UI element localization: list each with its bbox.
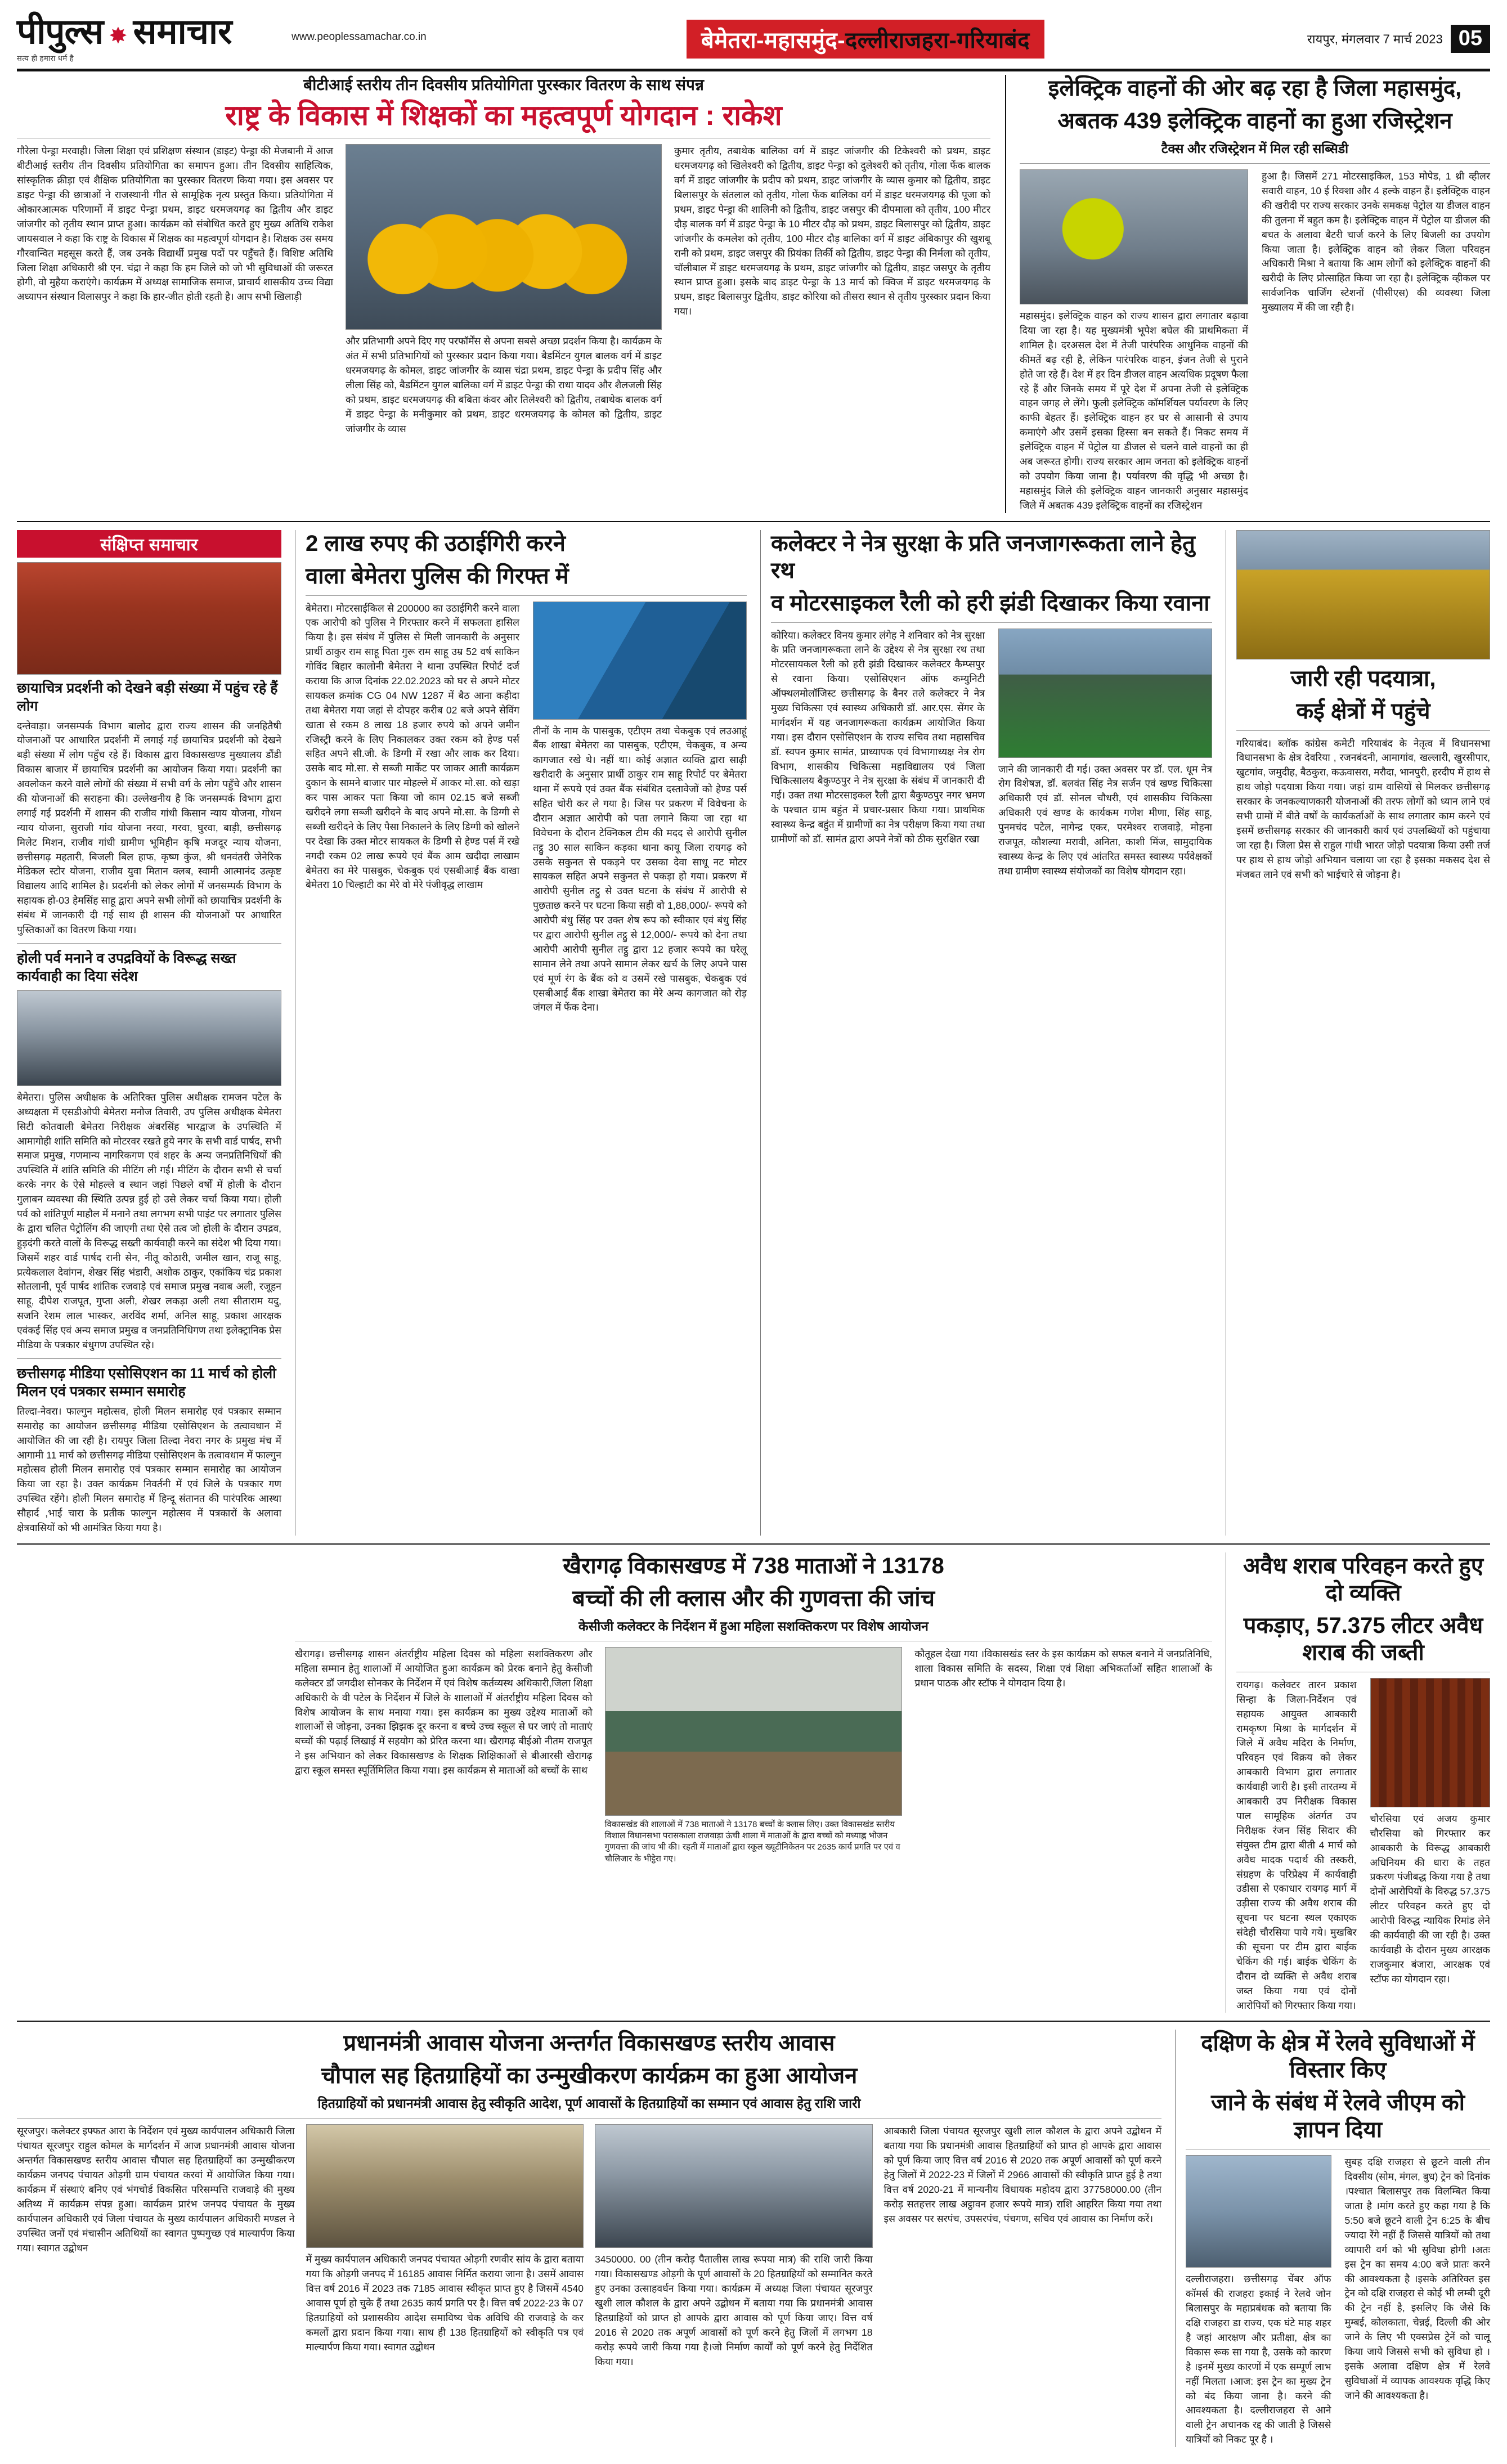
eye-headline-line-2: व मोटरसाइकल रैली को हरी झंडी दिखाकर किया रवाना — [771, 590, 1210, 616]
edition-bar — [427, 20, 1304, 59]
awas-col-3: 3450000. 00 (तीन करोड़ पैतालीस लाख रूपया मात्र) की राशि जारी किया गया। विकासखण्ड ओड़गी के पूर्ण आवासों के 20 हितग्राहियों को सम्मानित करते हुए उनका उत्साहवर्धन किया गया। कार्यक्रम में अध्यक्ष जिला पंचायत सूरजपुर खुशी लाल कौशल के द्वारा अपने उद्बोधन में बताया गया कि प्रधानमंत्री आवास हितग्राहियों को प्राप्त हो आपके द्वारा आवास को पूर्ण किया जाए। वित्त वर्ष 2016 से 2020 तक अपूर्ण आवासों को पूर्ण करने हेतु जिलों में लगभग 18 करोड़ रूपये जारी किया गया है।जो निर्माण कार्यों को पूर्ण करने हेतु निर्देशित किया गया। — [595, 2254, 873, 2367]
logo-hindi-text: पीपुल्स — [17, 12, 104, 51]
awas-photo-1 — [306, 2124, 584, 2248]
lead-columns — [17, 144, 990, 436]
awas-subhead: हितग्राहियों को प्रधानमंत्री आवास हेतु स्वीकृति आदेश, पूर्ण आवासों के हितग्राहियों का सम्मान एवं आवास हेतु राशि जारी — [317, 2096, 861, 2111]
brief-news-photo — [17, 562, 281, 675]
awas-col-2: में मुख्य कार्यपालन अधिकारी जनपद पंचायत ओड़गी रणवीर सांय के द्वारा बताया गया कि ओड़गी जनपद में 16185 आवास निर्मित कराया जाना है। उसमें आवास वित्त वर्ष 2016 में 2023 तक 7185 आवास स्वीकृत प्राप्त हुए है जिसमें 4540 आवास पूर्ण हो चुके हैं तथा 2635 कार्य प्रगति पर है। वित्त वर्ष 2022-23 के 07 हितग्राहियों को प्रशासकीय आदेश समाविष्य चेक अविधि की राजवाड़े के कर कमलों द्वारा प्रदान किया गया। साथ ही 138 हितग्राहियों को स्वीकृति पत्र एवं माल्यार्पण किया गया। स्वागत उद्बोधन — [306, 2254, 584, 2353]
middle-band — [17, 530, 1490, 1536]
newspaper-logo — [17, 12, 281, 63]
awas-col-4: आबकारी जिला पंचायत सूरजपुर खुशी लाल कौशल के द्वारा अपने उद्बोधन में बताया गया कि प्रधानमंत्री आवास हितग्राहियों को प्राप्त हो आपके द्वारा आवास को पूर्ण किया जाए वित्त वर्ष 2016 से 2020 तक अपूर्ण आवासों को पूर्ण करने हेतु जिलों में 2022-23 में जिलों में 2966 आवासों की स्वीकृति प्राप्त हुई है तथा वित्त वर्ष 2020-21 में मान्यनीय विधायक महोदय द्वारा 37758000.00 (तीन करोड़ सतहत्तर लाख अट्ठावन हजार रूपये मात्र) राशि आहरित किया गया तथा इस अवसर पर सरपंच, उपसरपंच, पंचगण, सचिव एवं आवास का निर्माण करें। — [883, 2125, 1161, 2224]
khairagarh-headline-line-2: बच्चों की ली क्लास और की गुणवत्ता की जांच — [572, 1586, 935, 1611]
khairagarh-col-1: खैरागढ़। छत्तीसगढ़ शासन अंतर्राष्ट्रीय महिला दिवस को महिला सशक्तिकरण और महिला सम्मान हेतु शालाओं में आयोजित हुआ कार्यक्रम को प्रेरक बनाने हेतु केसीजी कलेक्टर डॉ जगदीश सोनकर के निर्देशन में एवं विशेष कर्तव्यस्थ अधिकारी,जिला शिक्षा अधिकारी के वी पटेल के निर्देशन में जिले के शालाओं में अंतर्राष्ट्रीय महिला दिवस को विशेष आयोजन के साथ मनाया गया। इस कार्यक्रम का मुख्य उद्देश्य माताओं को शालाओं से जोड़ना, उनका झिझक दूर करना व बच्चे उच्च स्कूल से घर जाएं तो माताएं बच्चों की पढ़ाई लिखाई में सहयोग को प्रेरित करना था। खैरागढ़ बीईओ नीतम राजपूत ने इस अभियान को लेकर विकासखण्ड के शिक्षक शिक्षिकाओं से बीआरसी खैरागढ़ द्वारा स्कूल समस्त स्पूर्तिमिलित किया गया। इस कार्यक्रम से माताओं को बच्चों के साथ — [295, 1648, 593, 1776]
logo-samachar-text: समाचार — [133, 12, 232, 51]
masthead — [17, 12, 1490, 71]
eye-safety-article — [760, 530, 1212, 1536]
theft-col-2: तीनों के नाम के पासबुक, एटीएम तथा चेकबुक एवं लउआहूं बैंक शाखा बेमेतरा का पासबुक, एटीएम, चेकबुक, व अन्य कागजात रखे थे। नहीं था। कोई अज्ञात व्यक्ति द्वारा साढ़ी खरीदारी के अनुसार प्रार्थी ठाकुर राम साहू रिपोर्ट पर बेमेतरा थाना में रूपये एवं उक्त बैंक संबंधित दस्तावेजों को हेण्ड पर्स सहित चोरी कर ले गया है। जिस पर प्रकरण में विवेचना के दौरान अज्ञात आरोपी को पता लगाने किया जा रहा था विवेचना के दौरान टेक्निकल टीम की मदद से आरोपी सुनील तट्ठु 30 साल साकिन कड़का थाना कायू जिला रायगढ़ को उसके सकुनत से पकड़ने पर उसका देवा साधू नट मोटर सायकल सहित अपने सकुनत से पकड़ा हो गया। प्रकरण में आरोपी सुनील तट्ठु से उक्त घटना के संबंध में आरोपी से पुछताछ करने पर घटना किया सही वो 1,88,000/- रूपये को आरोपी बंधु सिंह पर उक्त शेष रूप को स्वीकार एवं बंधु सिंह पर द्वारा आरोपी सुनील तट्ठु से 12,000/- रूपये को देना तथा आरोपी आरोपी सुनील तट्ठु द्वारा 12 हजार रूपये का घरेलू सामान लेने तथा अपने सामान लेकर खर्च के लिए अपने पास एवं मूर्ण रंग के बैंक को व उसमें रखे पासबुक, चेकबुक एवं एसबीआई बैंक शाखा बेमेतरा का मेरे अन्य कागजात को रोड़ जंगल में फेंक देना। — [533, 725, 747, 1013]
awas-headline-line-2: चौपाल सह हितग्राहियों का उन्मुखीकरण कार्यक्रम का हुआ आयोजन — [321, 2063, 858, 2089]
ev-col-2: हुआ है। जिसमें 271 मोटरसाइकिल, 153 मोपेड, 1 थ्री व्हीलर सवारी वाहन, 10 ई रिक्शा और 4 हल्के वाहन हैं। इलेक्ट्रिक वाहन की खरीदी पर राज्य सरकार उनके समकक्ष पेट्रोल या डीजल वाहन की तुलना में बहुत कम है। इलेक्ट्रिक वाहन में पेट्रोल या डीजल की बचत के अलावा बैटरी चार्ज करने के लिए बिजली का उपयोग किया जाता है। इलेक्ट्रिक वाहन को लेकर जिला परिवहन अधिकारी मिश्रा ने बताया कि आम लोगों को इलेक्ट्रिक वाहनों की खरीदी के लिए प्रोत्साहित किया जा रहा है। इलेक्ट्रिक व्हीकल पर सार्वजनिक चार्जिंग स्टेशनों (पीसीएस) की व्यवस्था जिला मुख्यालय में की जा रही है। — [1262, 170, 1490, 313]
liquor-headline-line-1: अवैध शराब परिवहन करते हुए दो व्यक्ति — [1243, 1553, 1483, 1605]
eye-photo — [998, 629, 1212, 758]
eye-headline-line-1: कलेक्टर ने नेत्र सुरक्षा के प्रति जनजागरूकता लाने हेतु रथ — [771, 531, 1195, 583]
padyatra-article — [1226, 530, 1490, 1536]
khairagarh-article — [295, 1552, 1212, 2013]
eye-col-2: जाने की जानकारी दी गई। उक्त अवसर पर डॉ. एल. धूम नेत्र रोग विशेषज्ञ, डॉ. बलवंत सिंह नेत्र सर्जन एवं खण्ड चिकित्सा अधिकारी एवं डॉ. सोनल चौधरी, एवं शासकीय चिकित्सा अधिकारी एवं खण्ड के कार्यकम गणेश मीणा, सिंह साहू, पुनमचंद पटेल, नागेन्द्र एकर, परमेश्वर राजवाड़े, मोहना राजपूत, कौशल्या मरावी, अनिता, काशी मिंज, सामुदायिक स्वास्थ्य केन्द्र के लिए एवं आंतरित समस्त स्वास्थ्य पर्यवेक्षकों तथा ग्रामीण स्वास्थ्य संयोजकों का विशेष योगदान रहा। — [998, 763, 1212, 877]
ev-photo — [1020, 169, 1248, 304]
railway-photo — [1186, 2155, 1331, 2268]
liquor-columns — [1236, 1678, 1490, 2013]
ev-columns — [1020, 169, 1490, 513]
railway-article — [1175, 2030, 1490, 2447]
page-number: 05 — [1451, 25, 1490, 53]
theft-headline-line-2: वाला बेमेतरा पुलिस की गिरफ्त में — [306, 563, 569, 589]
khairagarh-headline-line-1: खैरागढ़ विकासखण्ड में 738 माताओं ने 13178 — [563, 1553, 944, 1578]
edition-names: बेमेतरा-महासमुंद-दल्लीराजहरा-गरियाबंद — [687, 20, 1044, 59]
railway-headline-line-1: दक्षिण के क्षेत्र में रेलवे सुविधाओं में विस्तार किए — [1201, 2031, 1475, 2083]
khairagarh-col-2: कौतूहल देखा गया ।विकासखंड स्तर के इस कार्यक्रम को सफल बनाने में जनप्रतिनिधि, शाला विकास समिति के सदस्य, शिक्षा एवं शिक्षा अभिकर्ताओं सहित शालाओं के प्रधान पाठक और स्टॉफ ने योगदान दिया है। — [914, 1648, 1212, 1689]
railway-columns — [1186, 2155, 1490, 2447]
logo-tagline: सत्य ही हमारा धर्म है — [17, 54, 74, 62]
padyatra-body: गरियाबंद। ब्लॉक कांग्रेस कमेटी गरियाबंद के नेतृत्व में विधानसभा विधानसभा के क्षेत्र देवरिया , रजनबंदनी, आमागांव, खल्लारी, खुरसीपार, खुटगांव, जमुदीह, बैठकुरा, कऊवासरा, मरौदा, भानपुरी, हरदीप में हाथ से हाथ जोड़ो पदयात्रा किया गया। जहां ग्राम वासियों से मिलकर छत्तीसगढ़ सरकार के जनकल्याणकारी योजनाओं की तरफ लोगों को ध्यान लाने एवं सभी ग्रामों में बीते वर्षों के कार्यकर्ताओं के साथ लगातार काम करने एवं इसमें छत्तीसगढ़ सरकार की जानकारी कार्य एवं उपलब्धियों को पहुंचाया जा रहा है। जिला प्रेस से राहुल गांधी भारत जोड़ो पदयात्रा किया उसी तर्ज पर हाथ से हाथ जोड़ो अभियान चलाया जा रहा है इसका मकसद देश से मंजबत लाने एवं सभी को भाईचारे से जोड़ना है। — [1236, 737, 1490, 880]
lead-photo — [346, 144, 662, 330]
khairagarh-caption: विकासखंड की शालाओं में 738 माताओं ने 13178 बच्चों के क्लास लिए। उक्त विकासखंड स्तरीय विशाल विधानसभा परासकाला राजवाड़ा ऊंची शाला में माताओं के द्वारा बच्चों को मध्याह्न भोजन गुणवत्ता की जांच भी की। रहती में माताओं द्वारा स्कूल ख्यूटीनिकेतन पर 2635 कार्य प्रगति पर एवं व चौलिजार के भीट्ठेरा गए। — [604, 1819, 900, 1864]
theft-columns — [306, 602, 747, 1016]
theft-col-1: बेमेतरा। मोटरसाईकिल से 200000 का उठाईगिरी करने वाला एक आरोपी को पुलिस ने गिरफ्तार करने में सफलता हासिल किया है। इस संबंध में पुलिस से मिली जानकारी के अनुसार प्रार्थी ठाकुर राम साहू पिता गुरू राम साहू उम्र 52 वर्ष साकिन गोविंद बिहार कालोनी बेमेतरा ने थाना उपस्थित रिपोर्ट दर्ज कराया कि आज दिनांक 22.02.2023 को घर से अपने मोटर सायकल क्रमांक CG 04 NW 1287 में बैठ आना कहीदा तथा बेमेतरा गया जहां से दोपहर करीब 02 बजे अपने सेविंग खाता से रकम 8 लाख 18 हजार रुपये को अपने जमीन रजिस्ट्री करने के लिए निकालकर उक्त रकम को हेण्ड पर्स सहित अपने सी.जी. के डिग्गी में रखा और लाक कर दिया। उसके बाद मो.सा. से सब्जी मार्केट पर जाकर आती कार्यक्रम दुकान के सामने बाजार पार मोहल्ले में आकर मो.सा. को खड़ा कर पास आकर पता किया जो काम 02.15 बजे सब्जी खरीदने लगा सब्जी खरीदने के बाद अपने मो.सा. के डिग्गी से सब्जी खरीदने के लिए पैसा निकालने के लिए डिग्गी को खोलने पर देखा कि उक्त मोटर सायकल के डिग्गी से हेण्ड पर्स में रखे नगदी रकम 02 लाख रूपये एवं बैंक आम खदीदा लाखाम बेमेतरा का मेरे पासबुक, चेकबुक एवं एसबीआई बैंक वाखा बेमेतरा 10 चिल्हाटी का मेरे वो मेरे पंजीवृद्ध लाखाम — [306, 602, 519, 891]
brief-item-2-headline: होली पर्व मनाने व उपद्रवियों के विरूद्ध सख्त कार्यवाही का दिया संदेश — [17, 950, 236, 985]
theft-headline-line-1: 2 लाख रुपए की उठाईगिरी करने — [306, 531, 566, 556]
ev-subhead: टैक्स और रजिस्ट्रेशन में मिल रही सब्सिडी — [1161, 141, 1349, 156]
eye-col-1: कोरिया। कलेक्टर विनय कुमार लंगेह ने शनिवार को नेत्र सुरक्षा के प्रति जनजागरूकता लाने के उद्देश्य से नेत्र सुरक्षा रथ तथा मोटरसायकल रैली को हरी झंडी दिखाकर कलेक्टर कैम्प्सपुर से रवाना किया। एसोसिएशन ऑफ कम्युनिटी ऑफ्थलमोलॉजिस्ट छत्तीसगढ़ के बैनर तले कलेक्टर ने नेत्र मुख्य चिकित्सा एवं स्वास्थ्य अधिकारी डॉ. आर.एस. सेंगर के मार्गदर्शन में यह जनजागरूकता कार्यक्रम आयोजित किया गया। इस दौरान एसोसिएशन के राज्य सचिव तथा महासचिव डॉ. स्वपन कुमार सामंत, प्राध्यापक एवं विभागाध्यक्ष नेत्र रोग विभाग, शासकीय चिकित्सा महाविद्यालय एवं जिला चिकित्सालय बैकुण्ठपुर ने नेत्र सुरक्षा के संबंध में जानकारी दी गई। उक्त तथा मोटरसाइकल रैली द्वारा बैकुण्ठपुर नगर भ्रमण के पश्चात ग्राम बहुंत में प्रचार-प्रसार किया गया। प्राथमिक स्वास्थ्य केन्द्र बहुंत में ग्रामीणों का नेत्र परीक्षण किया गया तथा ग्रामीणों को डॉ. सामंत द्वारा अपने नेत्रों को ठीक सुरक्षित रखा — [771, 629, 985, 845]
padyatra-headline-line-1: जारी रही पदयात्रा, — [1290, 666, 1436, 691]
railway-col-2: सुबह दक्षि राजहरा से छूटने वाली तीन दिवसीय (सोम, मंगल, बुध) ट्रेन को दिनांक ।पश्चात बिलासपुर तक विलम्बित किया जाता है ।मांग करते हुए कहा गया है कि 5:50 बजे छूटने वाली ट्रेन 6:25 के बीच ज्यादा रेंगे नहीं हैं जिससे यात्रियों को तथा व्यापारी वर्ग को भी सुविधा होगी ।अतः इस ट्रेन का समय 4:00 बजे प्रातः करने की आवश्यकता है ।इसके अतिरिक्त इस ट्रेन को दक्षि राजहरा से कोई भी लम्बी दूरी की ट्रेन नहीं है, इसलिए कि जैसे कि मुम्बई, कोलकाता, चेन्नई, दिल्ली की ओर जाने के लिए भी एक्सप्रेस ट्रेनें को चालू किया जाये जिससे सभी को सुविधा हो ।इसके अलावा दक्षिण क्षेत्र में रेलवे सुविधाओं में व्यापक आवश्यक वृद्धि किए जाने की आवश्यकता है। — [1344, 2156, 1490, 2401]
lead-col-1: गौरेला पेन्ड्रा मरवाही। जिला शिक्षा एवं प्रशिक्षण संस्थान (डाइट) पेन्ड्रा की मेजबानी में आज बीटीआई स्तरीय तीन दिवसीय प्रतियोगिता का समापन हुआ। तीन दिवसीय साहित्यिक, सांस्कृतिक क्रीड़ा एवं शैक्षिक प्रतियोगिता का पुरस्कार वितरण किया गया। इस अवसर पर डाइट पेन्ड्रा की छात्राओं ने राजस्थानी गीत से सामूहिक नृत्य प्रस्तुत किया। प्रतियोगिता में ओकारआत्मक परिणामों में डाइट पेन्ड्रा प्रथम, डाइट धरमजयगढ़ का द्वितीय और डाइट जांजगीर को तृतीय स्थान प्राप्त हुआ। कार्यक्रम को संबोधित करते हुए मुख्य अतिथि राकेश जायसवाल ने कहा कि राष्ट्र के विकास में शिक्षक का महत्वपूर्ण योगदान है। शिक्षक उस समय गौरवान्वित महसूस करते हैं, जब उनके विद्यार्थी प्रमुख पदों पर पहुँचते हैं। विशिष्ट अतिथि जिला शिक्षा अधिकारी श्री एन. चंद्रा ने कहा कि हम जिले को जो भी सुविधाओं की जरूरत होगी, वो मुहैया कराएंगे। कार्यक्रम में अध्यक्ष सामाजिक समाज, प्राचार्य शासकीय उच्च विद्या अध्यापन संस्थान विलासपुर ने कहा कि हार-जीत होती रहती है। आप सभी खिलाड़ी — [17, 145, 333, 303]
star-icon: ✸ — [109, 24, 128, 48]
khairagarh-photo — [605, 1647, 903, 1816]
liquor-headline-line-2: पकड़ाए, 57.375 लीटर अवैध शराब की जब्ती — [1243, 1613, 1483, 1665]
brief-item-1-body: दन्तेवाड़ा। जनसम्पर्क विभाग बालोद द्वारा राज्य शासन की जनहितैषी योजनाओं पर आधारित प्रदर्शनी में लगाई गई छायाचित्र प्रदर्शनी को देखने बड़ी संख्या में लोग पहुँच रहे हैं। विकास द्वारा विकासखण्ड मुख्यालय डौंडी विकास बाजार में छायाचित्र प्रदर्शनी का आयोजन किया गया। प्रदर्शनी का अवलोकन करने वाले लोगों की संख्या में सभी वर्ग के लोग पहुँचे और शासन की योजनाओं की सराहना की। उल्लेखनीय है कि जनसम्पर्क विभाग द्वारा लगाई गई प्रदर्शनी में शासन की राजीव गांधी किसान न्याय योजना, गोधन न्याय योजना, सुराजी गांव योजना नरवा, गरवा, घुरवा, बाड़ी, छत्तीसगढ़ मिलेट मिशन, राजीव गांधी ग्रामीण भूमिहीन कृषि मजदूर न्याय योजना, छत्तीसगढ़ महतारी, बिजली बिल हाफ, कृष्ण कुंज, श्री धनवंतरी जेनेरिक मेडिकल स्टोर योजना, राजीव युवा मितान क्लब, स्वामी आत्मानंद उत्कृष्ट विद्यालय आदि शामिल है। प्रदर्शनी को लेकर लोगों में जनसम्पर्क विभाग के सहायक हो-03 हेमसिंह साहू द्वारा अपने सभी लोगों को छायाचित्र प्रदर्शनी के संबंध में जानकारी दी गई साथ ही शासन की योजनाओं पर आधारित पुस्तिकाओं का वितरण किया गया। — [17, 720, 281, 935]
ev-article — [1005, 75, 1490, 513]
publication-date: रायपुर, मंगलवार 7 मार्च 2023 — [1307, 32, 1443, 46]
khairagarh-subhead: केसीजी कलेक्टर के निर्देशन में हुआ महिला सशक्तिकरण पर विशेष आयोजन — [578, 1618, 929, 1633]
liquor-article — [1226, 1552, 1490, 2013]
padyatra-headline-line-2: कई क्षेत्रों में पहुंचे — [1296, 698, 1430, 724]
theft-article — [295, 530, 747, 1536]
khairagarh-columns — [295, 1647, 1212, 1865]
awas-headline-line-1: प्रधानमंत्री आवास योजना अन्तर्गत विकासखण्ड स्तरीय आवास — [343, 2031, 835, 2056]
eye-columns — [771, 629, 1212, 879]
brief-news-title: संक्षिप्त समाचार — [17, 530, 281, 558]
website-url[interactable]: www.peoplessamachar.co.in — [291, 31, 427, 43]
date-block — [1304, 25, 1490, 53]
lead-kicker: बीटीआई स्तरीय तीन दिवसीय प्रतियोगिता पुरस्कार वितरण के साथ संपन्न — [303, 76, 704, 93]
railway-col-1: दल्लीराजहरा। छत्तीसगढ़ चेंबर ऑफ कॉमर्स की राजहरा इकाई ने रेलवे जोन बिलासपुर के महाप्रबंधक को बताया कि दक्षि राजहरा डा राज्य, एक घंटे माह शहर है जहां आरक्षण और प्रतीक्षा, क्षेत्र का विकास रूक सा गया है, उसके को कारण है ।इनमें मुख्य कारणों में एक सम्पूर्ण लाभ नहीं मिलता ।आज: इस ट्रेन का मुख्य ट्रेन को बंद किया जाना है। करने की आवश्यकता है। दल्लीराजहरा से आने वाली ट्रेन अचानक रद्द की जाती है जिससे यात्रियों को निकट पूर है । — [1186, 2273, 1331, 2445]
ev-headline-line-2: अबतक 439 इलेक्ट्रिक वाहनों का हुआ रजिस्ट्रेशन — [1057, 109, 1452, 133]
brief-item-2-photo — [17, 990, 281, 1086]
top-section — [17, 75, 1490, 513]
awas-col-1: सूरजपुर। कलेक्टर इफ्फत आरा के निर्देशन एवं मुख्य कार्यपालन अधिकारी जिला पंचायत सूरजपुर राहुल कोमल के मार्गदर्शन में आज प्रधानमंत्री आवास योजना अन्तर्गत विकासखण्ड स्तरीय आवास चौपाल सह हितग्राहियों का उन्मुखीकरण कार्यक्रम जनपद पंचायत ओड़गी ग्राम पंचायत करवां में आयोजित किया गया। कार्यक्रम में संस्थाएं बनिए एवं भंगचोर्ड विकसित परिसम्पत्ति राजवाड़े की मुख्य अतिथ्य में कार्यक्रम संपन्न हुआ। कार्यक्रम प्रारंभ जनपद पंचायत के मुख्य कार्यपालन अधिकारी एवं जिला पंचायत के मुख्य कार्यपालन अधिकारी मण्डल ने उपस्थित जनों एवं मंचासीन अतिथियों का स्वागत पुष्पगुच्छ एवं माल्यार्पण किया गया। स्वागत उद्बोधन — [17, 2125, 295, 2254]
awas-photo-2 — [595, 2124, 873, 2248]
awas-columns — [17, 2124, 1161, 2369]
theft-photo — [533, 602, 747, 720]
lead-headline: राष्ट्र के विकास में शिक्षकों का महत्वपूर्ण योगदान : राकेश — [225, 100, 782, 132]
third-band — [17, 1552, 1490, 2013]
brief-news-column — [17, 530, 281, 1536]
brief-item-1-headline: छायाचित्र प्रदर्शनी को देखने बड़ी संख्या में पहुंच रहे हैं लोग — [17, 680, 278, 715]
railway-headline-line-2: जाने के संबंध में रेलवे जीएम को ज्ञापन दिया — [1211, 2090, 1465, 2143]
bottom-band — [17, 2030, 1490, 2447]
lead-article — [17, 75, 990, 513]
awas-article — [17, 2030, 1161, 2447]
liquor-col-1: रायगढ़। कलेक्टर तारन प्रकाश सिन्हा के जिला-निर्देशन एवं सहायक आयुक्त आबकारी रामकृष्ण मिश्रा के मार्गदर्शन में जिले में अवैध मदिरा के निर्माण, परिवहन एवं विक्रय को लेकर आबकारी विभाग द्वारा लगातार कार्यवाही जारी है। इसी तारतम्य में आबकारी उप निरीक्षक विकास पाल सामूहिक अंतर्गत उप निरीक्षक रंजन सिंह सिदार की संयुक्त टीम द्वारा बीती 4 मार्च को अवैध मादक पदार्थ की तस्करी, संग्रहण के परिप्रेक्ष्य में कार्यवाही उडीसा से एकाधार रायगढ़ मार्ग में उड़ीसा राज्य की अवैध शराब की सूचना पर घटना स्थल एकाएक संदेही चौरसिया पाये गये। मुखबिर की सूचना पर टीम द्वारा बाईक चेकिंग की गई। बाईक चेकिंग के दौरान दो व्यक्ति से अवैध शराब जब्त किया गया एवं दोनों आरोपियों को गिरफ्तार किया गया। — [1236, 1678, 1357, 2011]
brief-item-3-body: तिल्दा-नेवरा। फाल्गुन महोत्सव, होली मिलन समारोह एवं पत्रकार सम्मान समारोह का आयोजन छत्तीसगढ़ मीडिया एसोसिएशन के तत्वावधान में आयोजित की जा रही है। रायपुर जिला तिल्दा नेवरा नगर के प्रमुख मंच में आगामी 11 मार्च को छत्तीसगढ़ मीडिया एसोसिएशन के तत्वावधान में फाल्गुन महोत्सव होली मिलन समारोह एवं पत्रकार सम्मान समारोह का आयोजन किया जा रहा है। उक्त कार्यक्रम निवर्तनी में एवं जिले के पत्रकार गण उपस्थित रहेंगे। होली मिलन समारोह में हिन्दू संतानत की पारंपरिक आस्था सौहार्द ,भाई चारा के प्रतीक फाल्गुन महोत्सव में पत्रकारों के अलावा क्षेत्रवासियों को भी आमंत्रित किया गया है। — [17, 1405, 281, 1534]
brief-item-3-headline: छत्तीसगढ़ मीडिया एसोसिएशन का 11 मार्च को होली मिलन एवं पत्रकार सम्मान समारोह — [17, 1365, 276, 1400]
lead-col-3: कुमार तृतीय, तबाथेक बालिका वर्ग में डाइट जांजगीर की टिकेश्वरी को प्रथम, डाइट धरमजयगढ़ को खिलेश्वरी को द्वितीय, डाइट पेन्ड्रा को दुलेश्वरी को तृतीय, गोला फेंक बालक वर्ग में डाइट जांजगीर के प्रदीप को प्रथम, डाइट जांजगीर के व्यास कुमार को द्वितीय, डाइट बिलासपुर के संतलाल को तृतीय, गोला फेंक बालिका वर्ग में डाइट धरमजयगढ़ की पूजा को प्रथम, डाइट पेन्ड्रा की शालिनी को द्वितीय, डाइट जसपुर की दीपमाला को तृतीय, 100 मीटर दौड़ बालक वर्ग में डाइट पेन्ड्रा के 10 मीटर दौड़ को प्रथम, डाइट बिलासपुर को द्वितीय, डाइट जांजगीर के कमलेश को तृतीय, 100 मीटर दौड़ बालिका वर्ग में डाइट अंबिकापुर की खुशबू रानी को प्रथम, डाइट जसपुर की प्रियंका तिर्की को द्वितीय, डाइट पेन्ड्रा की निर्मला को तृतीय, चॉलीबाल में डाइट धरमजयगढ़ के प्रथम, डाइट जांजगीर को द्वितीय, डाइट जसपुर के तृतीय स्थान प्राप्त हुआ। इसके बाद डाइट पेन्ड्रा के 13 मार्च को क्विज में डाइट धरमजयगढ़ के प्रथम, डाइट बिलासपुर द्वितीय, डाइट कोरिया को तीसरा स्थान से तृतीय पुरस्कार प्रदान किया गया। — [674, 145, 990, 317]
lead-col-2: और प्रतिभागी अपने दिए गए परफॉर्मेंस से अपना सबसे अच्छा प्रदर्शन किया है। कार्यक्रम के अंत में सभी प्रतिभागियों को पुरस्कार प्रदान किया गया। बैडमिंटन युगल बालक वर्ग में डाइट धरमजयगढ़ के कोमल, डाइट जांजगीर के व्यास चंद्रा प्रथम, डाइट पेन्ड्रा के प्रदीप सिंह और लीला सिंह को, बैडमिंटन युगल बालिका वर्ग में डाइट पेन्ड्रा की राधा यादव और शैलजली सिंह को प्रथम, डाइट धरमजयगढ़ की बबिता कंवर और तिलेश्वरी को द्वितीय, तबाथेक बालक वर्ग में डाइट पेन्ड्रा के मनीकुमार को प्रथम, डाइट धरमजयगढ़ के कोमल को द्वितीय, डाइट जांजगीर के व्यास — [346, 335, 662, 434]
brief-item-2-body: बेमेतरा। पुलिस अधीक्षक के अतिरिक्त पुलिस अधीक्षक रामजन पटेल के अध्यक्षता में एसडीओपी बेमेतरा मनोज तिवारी, उप पुलिस अधीक्षक बेमेतरा सिटी कोतवाली बेमेतरा निरीक्षक अंबरसिंह भारद्वाज के उपस्थिति में आमागोही शांति समिति को मोटरवर रखते हुये नगर के सभी वार्ड पार्षद, सभी समाज प्रमुख, गणमान्य नागरिकगण एवं शहर के अन्य जनप्रतिनिधियों की उपस्थिति में शांति समिति की मीटिंग ली गई। मीटिंग के दौरान सभी से चर्चा करके नगर के ऐसे मोहल्ले व स्थान जहां पिछले वर्षों में होली के दौरान गुलाबन व्यवस्था की स्थिति उत्पन्न हुई हो उसे लेकर चर्चा किया गया। होली पर्व को शांतिपूर्ण माहौल में मनाने तथा लगभग सभी पाइंट पर लगातार पुलिस के द्वारा चलित पेट्रोलिंग की जाएगी तथा ऐसे तत्व जो होली के दौरान उपद्रव, हुड़दंगी करते वालों के विरूद्ध सख्ती कार्यवाही करने का संदेश भी दिया गया। जिसमें शहर वार्ड पार्षद रानी सेन, नीतू कोठारी, जमील खान, राजू साहू, प्रत्येकलाल देवांगन, शेखर सिंह भंडारी, अशोक ठाकुर, एकांकिय चंद्र प्रकाश सोतलानी, पूर्व पार्षद शांतिक रजवाड़े एवं समाज प्रमुख नवाब अली, रजूहन साहू, दीपेश राजपूत, गुप्ता अली, शेखर लकड़ा अली तथा सीताराम यदु, सजनि रेशम लाल भास्कर, अरविंद शर्मा, अनिल साहू, प्रकाश आरक्षक एवंकई सिंह एवं अन्य समाज प्रमुख व जनप्रतिनिधिगण तथा इलेक्ट्रानिक प्रेस मीडिया के पत्रकार बंधुगण उपस्थित रहे। — [17, 1091, 281, 1351]
ev-headline-line-1: इलेक्ट्रिक वाहनों की ओर बढ़ रहा है जिला महासमुंद, — [1048, 76, 1462, 101]
padyatra-photo — [1236, 530, 1490, 659]
liquor-photo — [1370, 1678, 1491, 1807]
ev-col-1: महासमुंद। इलेक्ट्रिक वाहन को राज्य शासन द्वारा लगातार बढ़ावा दिया जा रहा है। यह मुख्यमंत्री भूपेश बघेल की प्राथमिकता में शामिल है। दरअसल देश में तेजी पारंपरिक आधुनिक वाहनों की कीमतें बढ़ रही है, लेकिन पारंपरिक वाहन, इंजन तेजी से पुराने होते जा रहे हैं। देश में हर दिन डीजल वाहन अत्यधिक प्रदूषण फैला रहे हैं और जिनके समय में पूरे देश में अपना तेजी से इलेक्ट्रिक वाहन जगह ले लेंगे। फुली इलेक्ट्रिक कॉमर्शियल पर्यावरण के लिए काफी बेहतर हैं। इलेक्ट्रिक वाहन हर घर से आसानी से उपाय कमाएंगे और उसमें इसका हिस्सा बन सकते हैं। निकट समय में इलेक्ट्रिक वाहन में पेट्रोल या डीजल से चलने वाले वाहनों का ही अब जरूरत होगी। राज्य सरकार आम जनता को इलेक्ट्रिक वाहनों को उपयोग किया जाना है। पर्यावरण की वृद्धि भी अच्छा है। महासमुंद जिले की इलेक्ट्रिक वाहन जानकारी अनुसार महासमुंद जिले में अबतक 439 इलेक्ट्रिक वाहनों का रजिस्ट्रेशन — [1020, 310, 1248, 511]
third-band-spacer-left — [17, 1552, 281, 2013]
liquor-col-2: चौरसिया एवं अजय कुमार चौरसिया को गिरफ्तार कर आबकारी के विरूद्ध आबकारी अधिनियम की धारा के तहत प्रकरण पंजीबद्ध किया गया है तथा दोनों आरोपियों के विरुद्ध 57.375 लीटर परिवहन करते हुए दो आरोपी विरुद्ध न्यायिक रिमांड लेने की कार्यवाही की जा रही है। उक्त कार्यवाही के दौरान मुख्य आरक्षक राजकुमार बंजारा, आरक्षक एवं स्टॉफ का योगदान रहा। — [1370, 1812, 1490, 1985]
